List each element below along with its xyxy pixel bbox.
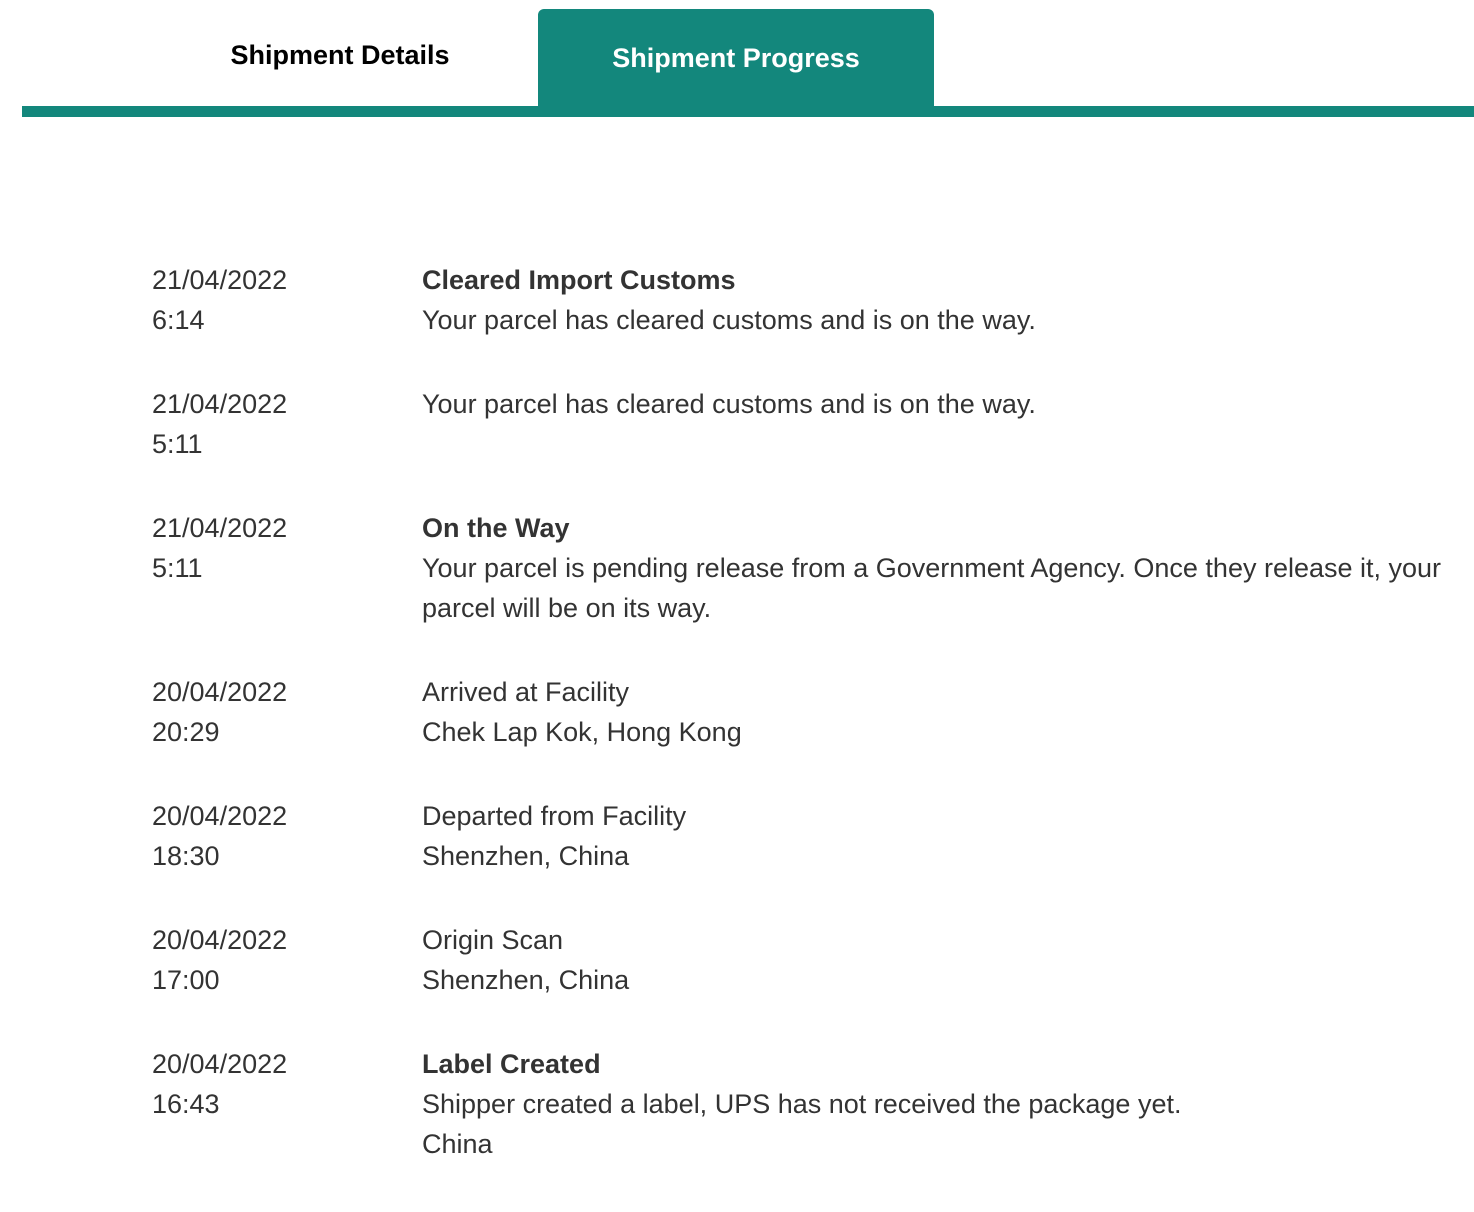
tab-shipment-progress[interactable]: Shipment Progress — [538, 9, 934, 108]
event-details — [422, 508, 1442, 628]
event-details — [422, 384, 1442, 464]
event-date: 21/04/2022 — [152, 265, 288, 295]
tab-shipment-details[interactable]: Shipment Details — [230, 40, 450, 70]
shipment-progress-list — [152, 260, 1442, 1208]
event-time: 16:43 — [152, 1089, 220, 1119]
progress-event-row — [152, 508, 1442, 628]
event-time: 18:30 — [152, 841, 220, 871]
event-details — [422, 672, 1442, 752]
event-date: 21/04/2022 — [152, 389, 288, 419]
event-title: Cleared Import Customs — [422, 265, 736, 295]
event-description: Chek Lap Kok, Hong Kong — [422, 717, 742, 747]
tab-bar — [22, 0, 1474, 117]
event-title: Origin Scan — [422, 925, 564, 955]
event-details — [422, 1044, 1442, 1164]
event-date: 21/04/2022 — [152, 513, 288, 543]
progress-event-row — [152, 384, 1442, 464]
tab-underline — [22, 106, 1474, 117]
event-title: On the Way — [422, 513, 570, 543]
event-time: 6:14 — [152, 305, 205, 335]
event-description: Your parcel is pending release from a Government Agency. Once they release it, your parcel will be on its way. — [422, 553, 1442, 623]
progress-event-row — [152, 260, 1442, 340]
event-time: 17:00 — [152, 965, 220, 995]
event-description: China — [422, 1129, 493, 1159]
event-description: Your parcel has cleared customs and is on the way. — [422, 389, 1036, 419]
progress-event-row — [152, 796, 1442, 876]
progress-event-row — [152, 920, 1442, 1000]
event-description: Shenzhen, China — [422, 965, 630, 995]
event-title: Arrived at Facility — [422, 677, 630, 707]
event-date: 20/04/2022 — [152, 1049, 288, 1079]
event-details — [422, 796, 1442, 876]
event-timestamp — [152, 796, 422, 876]
event-timestamp — [152, 384, 422, 464]
progress-event-row — [152, 1044, 1442, 1164]
event-date: 20/04/2022 — [152, 677, 288, 707]
event-time: 5:11 — [152, 553, 203, 583]
event-timestamp — [152, 508, 422, 628]
event-date: 20/04/2022 — [152, 801, 288, 831]
event-title: Label Created — [422, 1049, 601, 1079]
event-description: Shipper created a label, UPS has not received the package yet. — [422, 1089, 1182, 1119]
event-title: Departed from Facility — [422, 801, 687, 831]
event-description: Shenzhen, China — [422, 841, 630, 871]
progress-event-row — [152, 672, 1442, 752]
event-timestamp — [152, 672, 422, 752]
event-details — [422, 260, 1442, 340]
event-timestamp — [152, 1044, 422, 1164]
event-time: 5:11 — [152, 429, 203, 459]
event-date: 20/04/2022 — [152, 925, 288, 955]
event-timestamp — [152, 260, 422, 340]
event-timestamp — [152, 920, 422, 1000]
event-details — [422, 920, 1442, 1000]
event-time: 20:29 — [152, 717, 220, 747]
event-description: Your parcel has cleared customs and is on the way. — [422, 305, 1036, 335]
